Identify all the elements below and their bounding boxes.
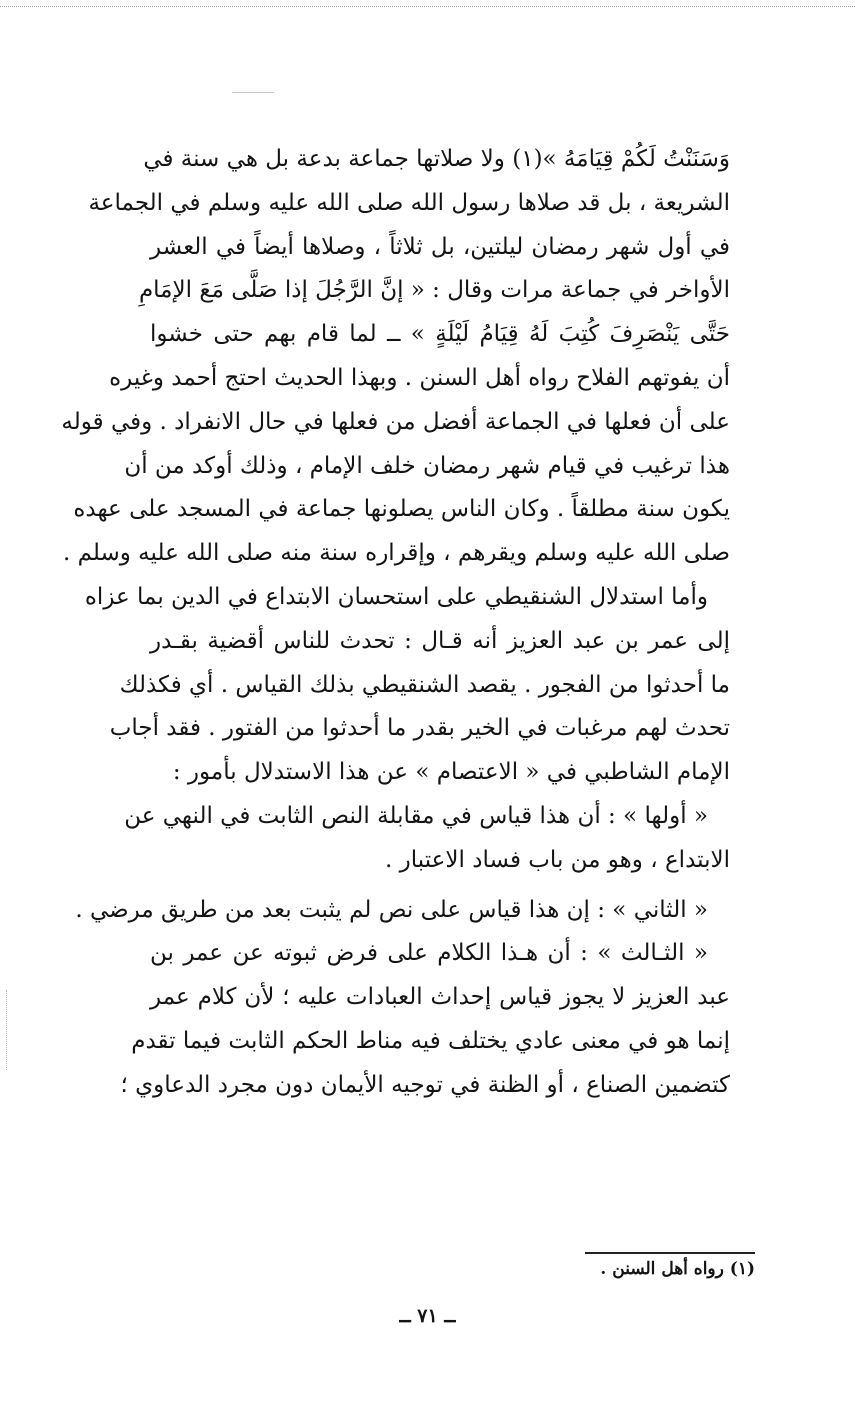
text-line: يكون سنة مطلقاً . وكان الناس يصلونها جماعة في المسجد على عهده bbox=[73, 496, 730, 523]
text-line: أن يفوتهم الفلاح رواه أهل السنن . وبهذا الحديث احتج أحمد وغيره bbox=[109, 364, 730, 391]
text-line: إنما هو في معنى عادي يختلف فيه مناط الحكم الثابت فيما تقدم bbox=[131, 1027, 730, 1054]
text-line: إلى عمر بن عبد العزيز أنه قـال : تحدث للناس أقضية بقـدر bbox=[150, 627, 730, 654]
text-line: الابتداع ، وهو من باب فساد الاعتبار . bbox=[385, 846, 730, 873]
paragraph-5 bbox=[120, 932, 730, 1107]
paragraph-1 bbox=[61, 138, 730, 576]
text-line: وَسَنَنْتُ لَكُمْ قِيَامَهُ »(١) ولا صلاتها جماعة بدعة بل هي سنة في bbox=[143, 146, 730, 172]
text-line: « أولها » : أن هذا قياس في مقابلة النص الثابت في النهي عن bbox=[124, 802, 708, 829]
scan-edge-line bbox=[0, 6, 855, 7]
scan-mark bbox=[232, 92, 274, 93]
paragraph-4 bbox=[75, 889, 730, 933]
paragraph-2 bbox=[84, 576, 730, 795]
text-line: الإمام الشاطبي في « الاعتصام » عن هذا الاستدلال بأمور : bbox=[172, 759, 730, 786]
text-line: كتضمين الصناع ، أو الظنة في توجيه الأيمان دون مجرد الدعاوي ؛ bbox=[120, 1071, 730, 1098]
footnote: (١) رواه أهل السنن . bbox=[600, 1259, 755, 1279]
text-line: الشريعة ، بل قد صلاها رسول الله صلى الله عليه وسلم في الجماعة bbox=[88, 189, 730, 216]
text-line: هذا ترغيب في قيام شهر رمضان خلف الإمام ، وذلك أوكد من أن bbox=[124, 452, 730, 479]
text-line: « الثـالث » : أن هـذا الكلام على فرض ثبوته عن عمر بن bbox=[150, 940, 708, 967]
text-line: في أول شهر رمضان ليلتين، بل ثلاثاً ، وصلاها أيضاً في العشر bbox=[150, 233, 730, 260]
text-line: صلى الله عليه وسلم ويقرهم ، وإقراره سنة منه صلى الله عليه وسلم . bbox=[62, 540, 730, 567]
text-line: حَتَّى يَنْصَرِفَ كُتِبَ لَهُ قِيَامُ لَيْلَةٍ » ــ لما قام بهم حتى خشوا bbox=[150, 321, 730, 348]
footnote-rule bbox=[585, 1252, 755, 1254]
text-line: تحدث لهم مرغبات في الخير بقدر ما أحدثوا من الفتور . فقد أجاب bbox=[109, 715, 730, 742]
text-line: عبد العزيز لا يجوز قياس إحداث العبادات عليه ؛ لأن كلام عمر bbox=[150, 984, 730, 1011]
text-line: « الثاني » : إن هذا قياس على نص لم يثبت بعد من طريق مرضي . bbox=[75, 896, 708, 923]
text-line: وأما استدلال الشنقيطي على استحسان الابتداع في الدين بما عزاه bbox=[84, 583, 708, 610]
page-number: ــ ٧١ ــ bbox=[399, 1305, 456, 1327]
text-line: على أن فعلها في الجماعة أفضل من فعلها في حال الانفراد . وفي قوله bbox=[61, 408, 730, 435]
page-body bbox=[61, 138, 730, 1108]
text-line: ما أحدثوا من الفجور . يقصد الشنقيطي بذلك القياس . أي فكذلك bbox=[119, 671, 730, 698]
text-line: الأواخر في جماعة مرات وقال : « إنَّ الرَّجُلَ إذا صَلَّى مَعَ الإمَامِ bbox=[138, 277, 730, 304]
paragraph-3 bbox=[124, 795, 730, 883]
scan-margin-dots bbox=[6, 990, 7, 1070]
